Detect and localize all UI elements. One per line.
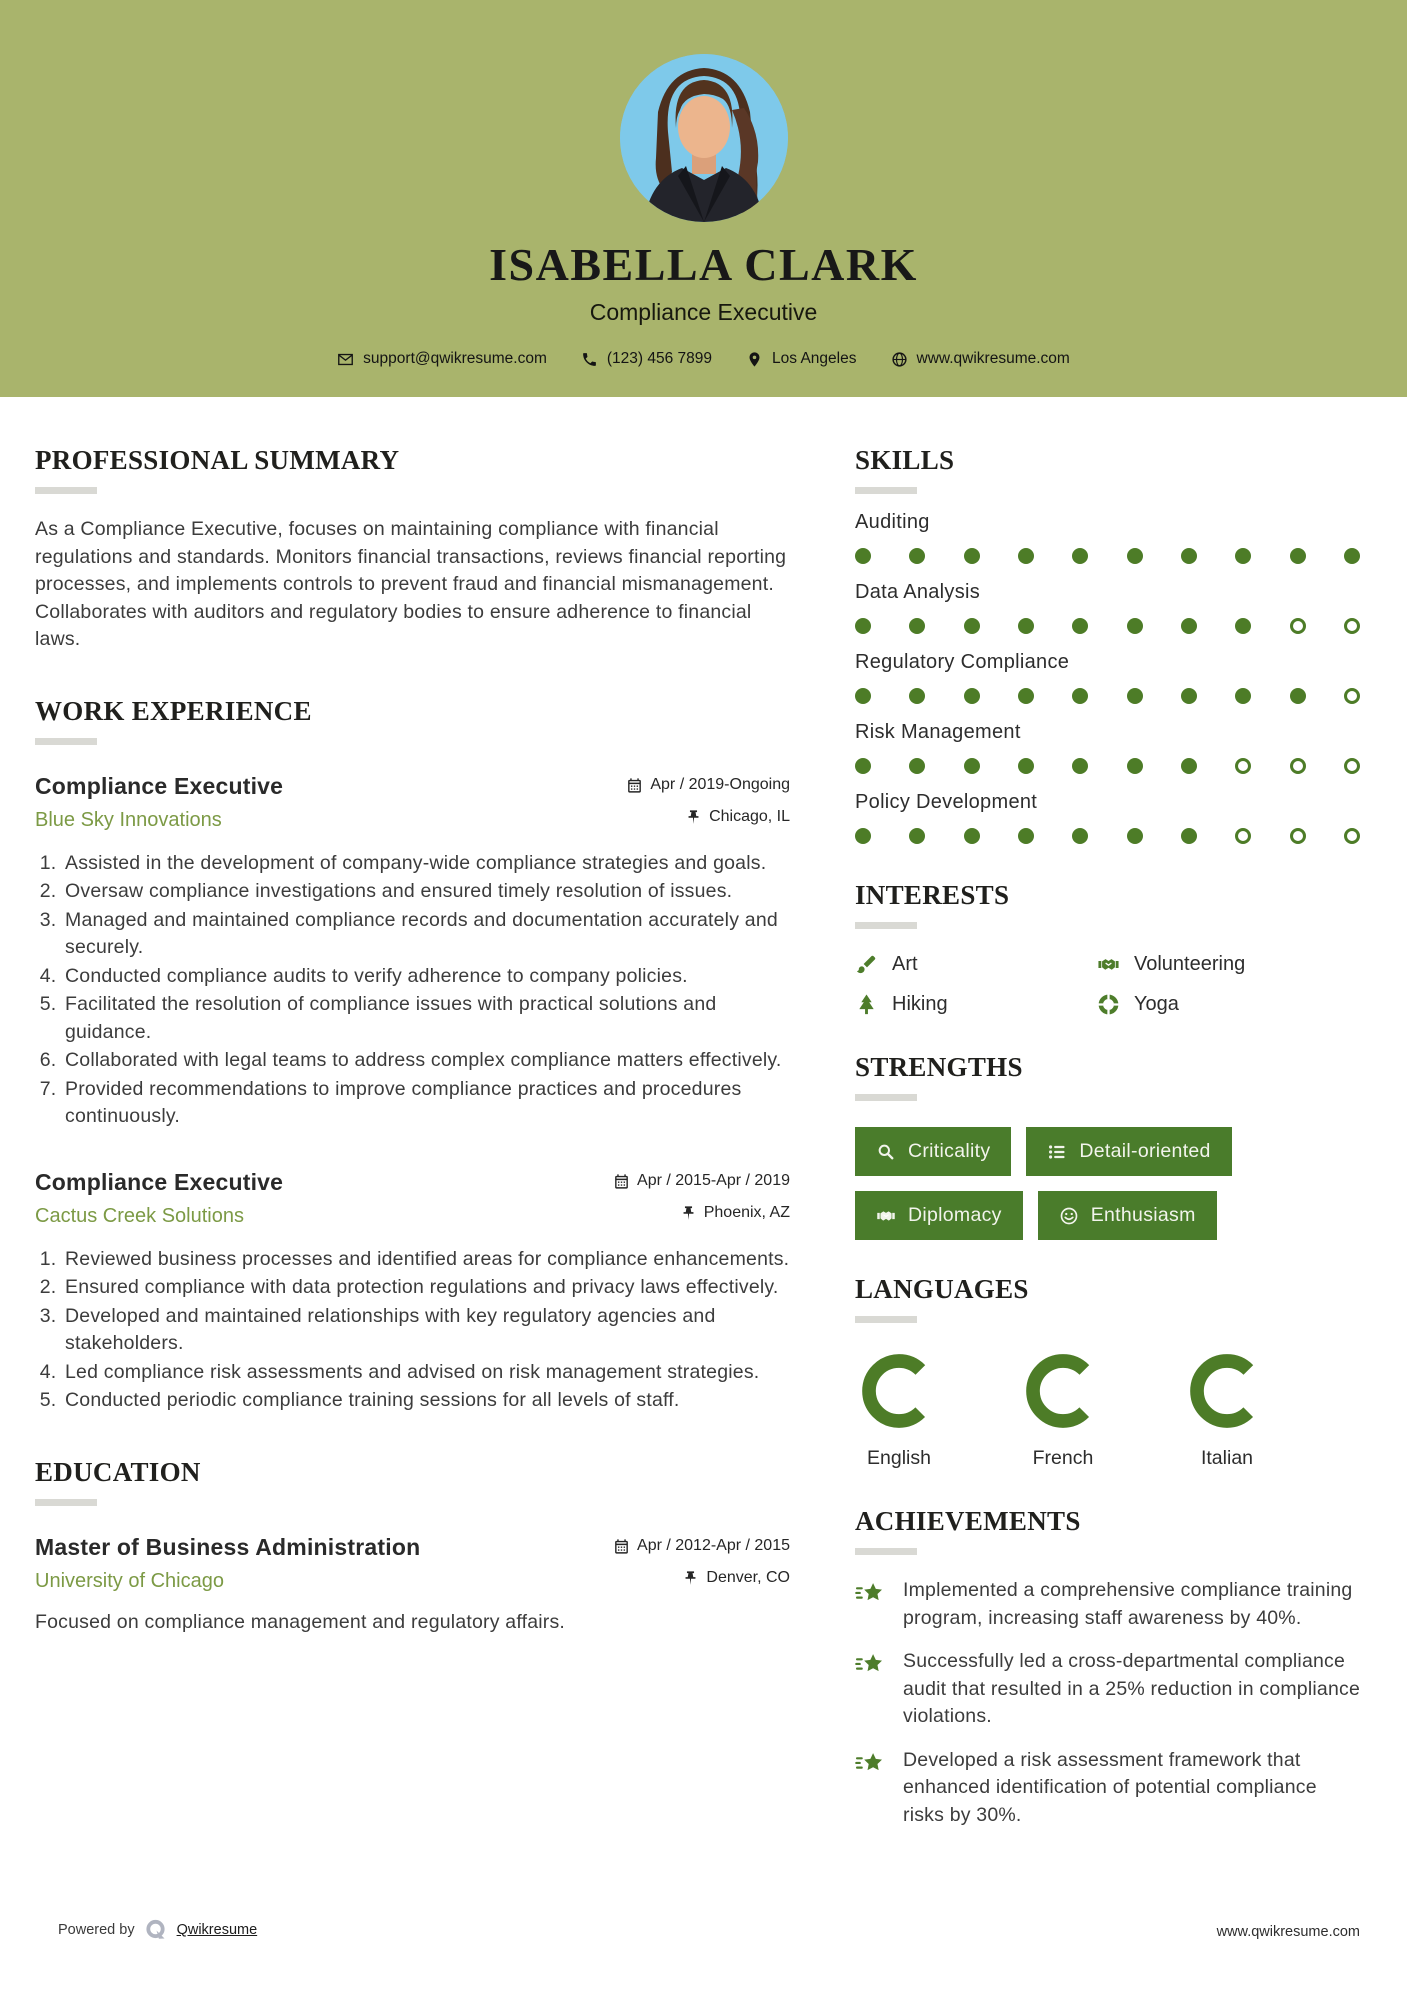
interest-label: Yoga [1134,993,1179,1016]
education-entry [35,1534,790,1637]
job-bullet: 3. Developed and maintained relationships with key regulatory agencies and stakeholders. [62,1303,790,1358]
skill-dot [909,828,925,844]
skill-dot [1235,618,1251,634]
heading-underline [35,487,97,494]
skill-dot [1290,618,1306,634]
strength-label: Diplomacy [908,1204,1002,1227]
education-location-text: Denver, CO [706,1569,790,1587]
strengths-section [855,1052,1360,1240]
job-date-text: Apr / 2019-Ongoing [650,776,790,794]
skill-rating [855,758,1360,774]
skill-dot [855,828,871,844]
skill-dot [1181,618,1197,634]
job-bullet: 3. Managed and maintained compliance records and documentation accurately and securely. [62,907,790,962]
skill-dot [1344,618,1360,634]
skill-dot [855,618,871,634]
job-bullet: 4. Led compliance risk assessments and advised on risk management strategies. [62,1359,790,1387]
profile-photo [620,54,788,222]
job-bullet: 4. Conducted compliance audits to verify adherence to company policies. [62,963,790,991]
skill-dot [964,828,980,844]
magnifier-icon [876,1142,896,1162]
qwikresume-logo-icon [144,1918,168,1942]
calendar-icon [613,1538,630,1555]
job-location [680,1204,790,1222]
right-column [855,445,1360,1829]
skill-dot [1290,548,1306,564]
language-level-arc [1187,1351,1267,1431]
job-date [626,776,790,794]
language-label: Italian [1200,1447,1254,1470]
skill-dot [1018,758,1034,774]
skill-name: Data Analysis [855,581,981,604]
contact-text: (123) 456 7899 [606,350,713,367]
phone-icon [581,351,598,368]
language-item [1183,1351,1271,1470]
work-experience-heading: WORK EXPERIENCE [35,695,312,726]
qwikresume-link[interactable]: Qwikresume [176,1922,258,1938]
job-location-text: Phoenix, AZ [703,1204,790,1222]
strength-chip [1026,1127,1231,1176]
skill-dot [855,688,871,704]
shooting-star-icon [855,1579,886,1610]
person-title: Compliance Executive [589,299,818,325]
contact-text: support@qwikresume.com [363,350,547,367]
skill-dot [909,758,925,774]
skill-dot [1290,828,1306,844]
shooting-star-icon [855,1650,886,1681]
skill-row [855,721,1360,774]
shooting-star-icon [855,1749,886,1780]
work-experience-section [35,696,790,1415]
skills-list [855,511,1360,844]
skill-dot [1181,758,1197,774]
skill-row [855,511,1360,564]
languages-section [855,1274,1360,1470]
job-bullet: 1. Reviewed business processes and identified areas for compliance enhancements. [62,1246,790,1274]
education-heading: EDUCATION [35,1456,201,1487]
heading-underline [855,1548,917,1555]
tree-icon [855,993,878,1016]
languages-heading: LANGUAGES [855,1274,1029,1305]
skill-dot [964,618,980,634]
skill-dot [1235,758,1251,774]
job-entry [35,773,790,1131]
smiley-icon [1059,1206,1079,1226]
heading-underline [855,1316,917,1323]
education-date-text: Apr / 2012-Apr / 2015 [637,1537,790,1555]
contact-item [746,350,856,368]
job-date-text: Apr / 2015-Apr / 2019 [637,1172,790,1190]
interest-item [855,993,1097,1016]
interests-section [855,880,1360,1016]
contact-text: www.qwikresume.com [916,350,1070,367]
summary-text: As a Compliance Executive, focuses on maintaining compliance with financial regulations and standards. Monitors financial transactions, reviews financial reporting processes, and implements controls to prevent fraud and financial mismanagement. Collaborates with auditors and regulatory bodies to ensure adherence to financial laws. [35,518,787,651]
jobs [35,773,790,1415]
heading-underline [855,1094,917,1101]
contact-item [891,350,1070,368]
education-description: Focused on compliance management and regulatory affairs. [35,1610,566,1633]
job-location-text: Chicago, IL [709,808,790,826]
language-label: French [1032,1447,1094,1470]
language-level-arc [859,1351,939,1431]
footer-site-url: www.qwikresume.com [1216,1924,1360,1940]
achievements-list [855,1577,1360,1829]
job-bullet: 1. Assisted in the development of company-wide compliance strategies and goals. [62,850,790,878]
interest-item [1097,993,1360,1016]
skill-dot [909,548,925,564]
heading-underline [855,922,917,929]
powered-by-label: Powered by [58,1922,135,1938]
achievements-heading: ACHIEVEMENTS [855,1506,1081,1537]
skill-name: Regulatory Compliance [855,651,1070,674]
handshake-icon [876,1206,896,1226]
skill-dot [1290,758,1306,774]
skill-dot [1018,688,1034,704]
summary-heading: PROFESSIONAL SUMMARY [35,445,400,475]
job-title: Compliance Executive [35,772,284,799]
languages-list [855,1351,1360,1470]
interest-label: Hiking [892,993,948,1016]
skill-dot [1072,758,1088,774]
paintbrush-icon [855,953,878,976]
skill-dot [1072,618,1088,634]
job-company: Cactus Creek Solutions [35,1204,244,1227]
footer-powered-by [58,1918,257,1942]
achievement-item [855,1577,1360,1632]
achievements-section [855,1506,1360,1829]
left-column [35,445,790,1829]
skills-section [855,445,1360,844]
skill-dot [855,548,871,564]
contact-text: Los Angeles [772,350,857,367]
education-location [682,1569,790,1587]
skill-rating [855,548,1360,564]
list-icon [1047,1142,1067,1162]
strengths-list [855,1127,1360,1240]
strength-label: Detail-oriented [1079,1140,1211,1163]
skill-dot [1344,828,1360,844]
contact-item [337,350,547,368]
skill-rating [855,828,1360,844]
skill-dot [1072,688,1088,704]
skill-dot [1018,618,1034,634]
skill-rating [855,688,1360,704]
skill-dot [1344,758,1360,774]
skill-name: Policy Development [855,791,1038,814]
skill-row [855,651,1360,704]
skill-dot [1127,548,1143,564]
interests-heading: INTERESTS [855,880,1010,911]
skill-dot [909,618,925,634]
skill-dot [1181,548,1197,564]
skill-dot [1290,688,1306,704]
education-date [613,1537,790,1555]
language-label: English [867,1447,931,1470]
skill-dot [964,548,980,564]
skill-dot [909,688,925,704]
person-name: ISABELLA CLARK [489,239,918,290]
skill-dot [964,688,980,704]
language-item [1019,1351,1107,1470]
calendar-icon [626,777,643,794]
job-bullet: 2. Oversaw compliance investigations and ensured timely resolution of issues. [62,878,790,906]
skill-dot [1072,828,1088,844]
job-location [685,808,790,826]
strength-chip [855,1127,1011,1176]
achievement-text: Successfully led a cross-departmental compliance audit that resulted in a 25% reduction in compliance violations. [903,1650,1361,1728]
job-bullet-list [35,850,790,1131]
location-pin-icon [746,351,763,368]
job-company: Blue Sky Innovations [35,808,222,831]
main-content [0,397,1407,1829]
achievement-text: Implemented a comprehensive compliance training program, increasing staff awareness by 40%. [903,1579,1353,1629]
skill-dot [1181,828,1197,844]
skill-dot [1235,548,1251,564]
job-bullet: 5. Conducted periodic compliance training sessions for all levels of staff. [62,1387,790,1415]
skill-name: Risk Management [855,721,1021,744]
job-bullet: 6. Collaborated with legal teams to address complex compliance matters effectively. [62,1047,790,1075]
achievement-item [855,1648,1360,1731]
skill-dot [964,758,980,774]
education-section [35,1457,790,1637]
heading-underline [35,1499,97,1506]
skill-row [855,791,1360,844]
interests-grid [855,953,1360,1016]
interest-label: Volunteering [1134,953,1246,976]
contact-row [0,350,1407,368]
strength-chip [1038,1191,1217,1240]
achievement-text: Developed a risk assessment framework that enhanced identification of potential compliance risks by 30%. [903,1748,1317,1826]
degree-title: Master of Business Administration [35,1533,421,1560]
skill-rating [855,618,1360,634]
skill-dot [1235,688,1251,704]
contact-item [581,350,712,368]
skills-heading: SKILLS [855,445,955,475]
achievement-item [855,1747,1360,1830]
language-item [855,1351,943,1470]
skill-dot [1018,828,1034,844]
skill-dot [1344,688,1360,704]
strength-chip [855,1191,1023,1240]
job-bullet: 7. Provided recommendations to improve compliance practices and procedures continuously. [62,1076,790,1131]
skill-dot [1127,758,1143,774]
summary-section [35,445,790,654]
skill-dot [1235,828,1251,844]
job-date [613,1172,790,1190]
header-band [0,0,1407,397]
skill-dot [1018,548,1034,564]
pushpin-icon [682,1570,699,1587]
job-entry [35,1169,790,1415]
globe-icon [891,351,908,368]
envelope-icon [337,351,354,368]
skill-dot [1127,688,1143,704]
job-bullet: 5. Facilitated the resolution of compliance issues with practical solutions and guidance. [62,991,790,1046]
job-title: Compliance Executive [35,1168,284,1195]
lifebuoy-icon [1097,993,1120,1016]
pushpin-icon [685,809,702,826]
skill-dot [855,758,871,774]
heading-underline [855,487,917,494]
heading-underline [35,738,97,745]
handshake-icon [1097,953,1120,976]
skill-dot [1127,618,1143,634]
school-name: University of Chicago [35,1569,224,1592]
strength-label: Criticality [908,1140,991,1163]
strength-label: Enthusiasm [1090,1204,1196,1227]
skill-dot [1181,688,1197,704]
job-bullet-list [35,1246,790,1415]
skill-dot [1072,548,1088,564]
interest-item [1097,953,1360,976]
skill-name: Auditing [855,511,930,534]
strengths-heading: STRENGTHS [855,1052,1023,1083]
pushpin-icon [680,1205,697,1222]
calendar-icon [613,1173,630,1190]
skill-dot [1344,548,1360,564]
skill-dot [1127,828,1143,844]
job-bullet: 2. Ensured compliance with data protection regulations and privacy laws effectively. [62,1274,790,1302]
interest-item [855,953,1097,976]
language-level-arc [1023,1351,1103,1431]
skill-row [855,581,1360,634]
interest-label: Art [892,953,918,976]
profile-photo-illustration [620,54,788,222]
